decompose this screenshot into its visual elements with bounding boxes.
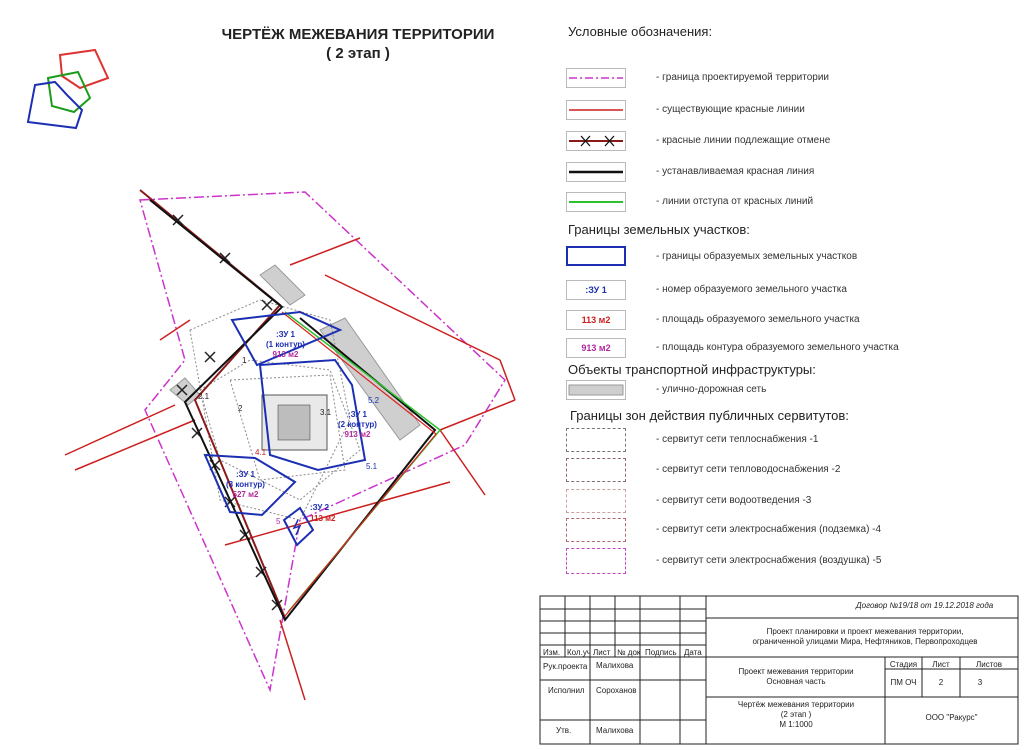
header-sign: Подпись (645, 648, 677, 657)
legend-item-setback: - линии отступа от красных линий (656, 196, 814, 207)
zu1-c1-area: 913 м2 (272, 350, 299, 359)
servitude-label-5-2: 5.2 (368, 396, 380, 405)
stage-label: Стадия (889, 660, 918, 669)
name-executor: Сороханов (596, 686, 637, 695)
drawing-title-block: Чертёж межевания территории (737, 700, 855, 709)
servitude-label-3-1: 3.1 (320, 408, 332, 417)
legend-item-servitude-3: - сервитут сети водоотведения -3 (656, 495, 812, 506)
zu1-c3-area: 527 м2 (232, 490, 259, 499)
legend-item-parcel-number: - номер образуемого земельного участка (656, 284, 847, 295)
legend-item-contour-area: - площадь контура образуемого земельного участка (656, 342, 899, 353)
header-izm: Изм. (543, 648, 561, 657)
legend-item-servitude-2: - сервитут сети тепловодоснабжения -2 (656, 464, 841, 475)
zu1-c2-name: :ЗУ 1 (347, 410, 367, 419)
servitude-label-5-1: 5.1 (366, 462, 378, 471)
legend-item-parcel: - границы образуемых земельных участков (656, 251, 858, 262)
sheet-value: 2 (938, 678, 944, 687)
legend-heading: Условные обозначения: (568, 24, 713, 39)
contract-text: Договор №19/18 от 19.12.2018 года (856, 601, 994, 610)
servitude-label-2-1: 2.1 (198, 392, 210, 401)
stage-value: ПМ ОЧ (890, 678, 917, 687)
role-executor: Исполнил (548, 686, 585, 695)
legend-item-servitude-5: - сервитут сети электроснабжения (воздушка) -5 (656, 555, 882, 566)
drawing-stage: (2 этап ) (780, 710, 812, 719)
zu1-c2-contour: (2 контур) (338, 420, 377, 429)
zu2-name: :ЗУ 2 (310, 503, 330, 512)
legend-swatch-parcel-area: 113 м2 (566, 310, 626, 330)
role-approved: Утв. (556, 726, 572, 735)
servitude-label-2: 2 (238, 404, 243, 413)
header-kol: Кол.уч (567, 648, 591, 657)
name-approved: Малихова (596, 726, 634, 735)
header-doc: № док (617, 648, 641, 657)
doc-title: Проект межевания территории (738, 667, 854, 676)
legend-item-cancelled: - красные линии подлежащие отмене (656, 135, 831, 146)
zu1-c2-area: 913 м2 (344, 430, 371, 439)
legend-item-existing: - существующие красные линии (656, 104, 805, 115)
zu1-c1-contour: (1 контур) (266, 340, 305, 349)
legend-item-parcel-area: - площадь образуемого земельного участка (656, 314, 860, 325)
title-line1: ЧЕРТЁЖ МЕЖЕВАНИЯ ТЕРРИТОРИИ (221, 26, 495, 43)
legend-item-servitude-1: - сервитут сети теплоснабжения -1 (656, 434, 819, 445)
project-name: Проект планировки и проект межевания территории, ограниченной улицами Мира, Нефтяников, Первопроходцев (752, 627, 978, 646)
servitude-label-4-1: 4.1 (255, 448, 267, 457)
header-date: Дата (684, 648, 702, 657)
servitude-heading: Границы зон действия публичных сервитутов: (570, 408, 849, 423)
zu1-c3-name: :ЗУ 1 (235, 470, 255, 479)
legend-item-territory: - граница проектируемой территории (656, 72, 830, 83)
servitude-label-1: 1 (242, 356, 247, 365)
legend-swatch-parcel-number: :ЗУ 1 (566, 280, 626, 300)
legend-swatch-contour-area: 913 м2 (566, 338, 626, 358)
transport-heading: Объекты транспортной инфраструктуры: (568, 362, 816, 377)
zu2-area: 113 м2 (310, 514, 336, 523)
legend-item-road: - улично-дорожная сеть (656, 384, 767, 395)
sheets-value: 3 (977, 678, 983, 687)
doc-part: Основная часть (766, 677, 826, 686)
servitude-label-5: 5 (276, 517, 281, 526)
zu1-c1-name: :ЗУ 1 (275, 330, 295, 339)
title-line2: ( 2 этап ) (326, 45, 390, 62)
name-head: Малихова (596, 661, 634, 670)
drawing-scale: М 1:1000 (779, 720, 813, 729)
sheet-label: Лист (932, 660, 950, 669)
company-name: ООО "Ракурс" (925, 713, 978, 722)
header-list: Лист (593, 648, 611, 657)
role-head: Рук.проекта (543, 662, 588, 671)
legend-item-servitude-4: - сервитут сети электроснабжения (подземка) -4 (656, 524, 882, 535)
zu1-c3-contour: (3 контур) (226, 480, 265, 489)
parcels-heading: Границы земельных участков: (568, 222, 750, 237)
sheets-label: Листов (976, 660, 1002, 669)
legend-item-established: - устанавливаемая красная линия (656, 166, 815, 177)
